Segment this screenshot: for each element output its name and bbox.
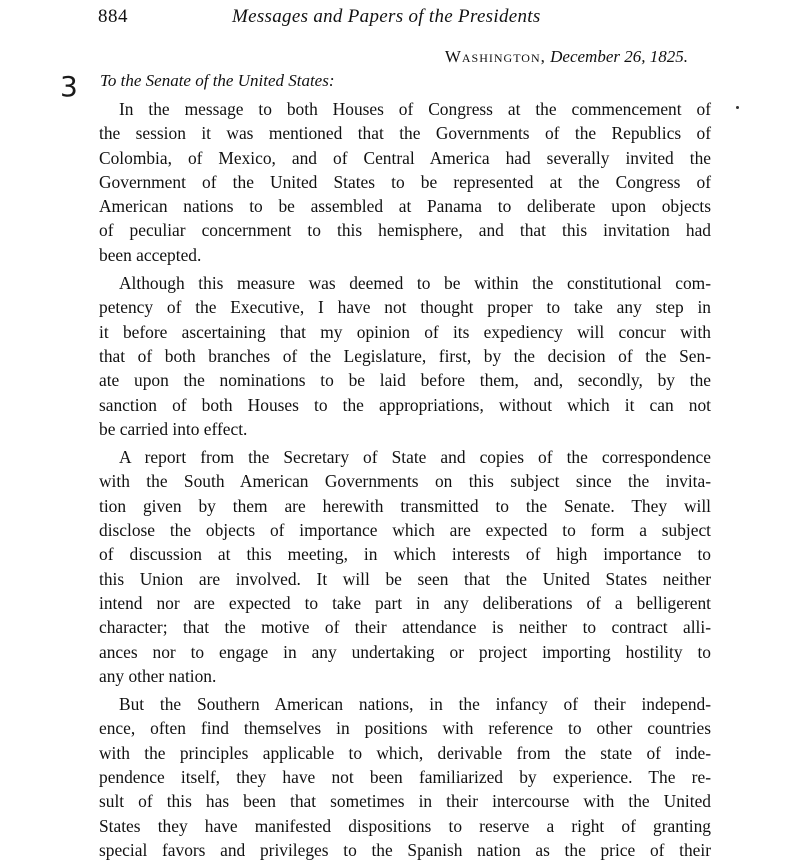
text-line: of discussion at this meeting, in which interests of high importance to (99, 544, 711, 565)
text-line: be carried into effect. (99, 418, 248, 439)
handwritten-margin-number: 3 (60, 70, 78, 103)
paragraph (99, 445, 711, 688)
text-line: tion given by them are herewith transmitted to the Senate. They will (99, 495, 711, 516)
dateline-date: December 26, 1825. (550, 47, 688, 66)
text-line: this Union are involved. It will be seen that the United States neither (99, 568, 711, 589)
text-line: Colombia, of Mexico, and of Central America had severally invited the (99, 147, 711, 168)
text-line: Government of the United States to be represented at the Congress of (99, 171, 711, 192)
text-line: that of both branches of the Legislature, first, by the decision of the Sen- (99, 345, 711, 366)
text-line: ence, often find themselves in positions with reference to other countries (99, 718, 711, 739)
text-line: ate upon the nominations to be laid before them, and, secondly, by the (99, 370, 711, 391)
paragraph (99, 692, 711, 862)
page-number: 884 (98, 6, 128, 27)
text-line: pendence itself, they have not been familiarized by experience. The re- (99, 767, 711, 788)
text-line: disclose the objects of importance which are expected to form a subject (99, 520, 711, 541)
paragraph (99, 271, 711, 441)
text-line: intend nor are expected to take part in any deliberations of a belligerent (99, 592, 711, 613)
text-line: with the South American Governments on this subject since the invita- (99, 471, 711, 492)
text-line: In the message to both Houses of Congress at the commencement of (119, 99, 711, 119)
paragraph (99, 97, 711, 267)
ink-speck (736, 106, 739, 109)
text-line: the session it was mentioned that the Governments of the Republics of (99, 123, 711, 144)
salutation: To the Senate of the United States: (100, 71, 335, 90)
dateline-place: Washington, (444, 47, 546, 66)
text-line: ances nor to engage in any undertaking or project importing hostility to (99, 641, 711, 662)
text-line: petency of the Executive, I have not thought proper to take any step in (99, 297, 711, 318)
text-line: been accepted. (99, 244, 202, 265)
text-line: Although this measure was deemed to be within the constitutional com- (119, 273, 711, 294)
text-line: American nations to be assembled at Panama to deliberate upon objects (99, 196, 711, 217)
text-line: character; that the motive of their attendance is neither to contract alli- (99, 617, 711, 638)
text-line: sanction of both Houses to the appropriations, without which it can not (99, 394, 711, 415)
text-line: of peculiar concernment to this hemisphere, and that this invitation had (99, 220, 711, 241)
text-line: it before ascertaining that my opinion of its expediency will concur with (99, 321, 711, 342)
text-line: sult of this has been that sometimes in their intercourse with the United (99, 791, 711, 812)
text-line: States they have manifested dispositions to reserve a right of granting (99, 815, 711, 836)
dateline (445, 46, 688, 68)
text-line: But the Southern American nations, in the infancy of their independ- (119, 694, 711, 715)
text-line: any other nation. (99, 665, 217, 686)
text-line: special favors and privileges to the Spanish nation as the price of their (99, 839, 711, 860)
text-line: A report from the Secretary of State and copies of the correspondence (119, 447, 711, 468)
text-line: with the principles applicable to which, derivable from the state of inde- (99, 742, 711, 763)
running-title: Messages and Papers of the Presidents (232, 6, 541, 27)
message-body (99, 97, 711, 862)
